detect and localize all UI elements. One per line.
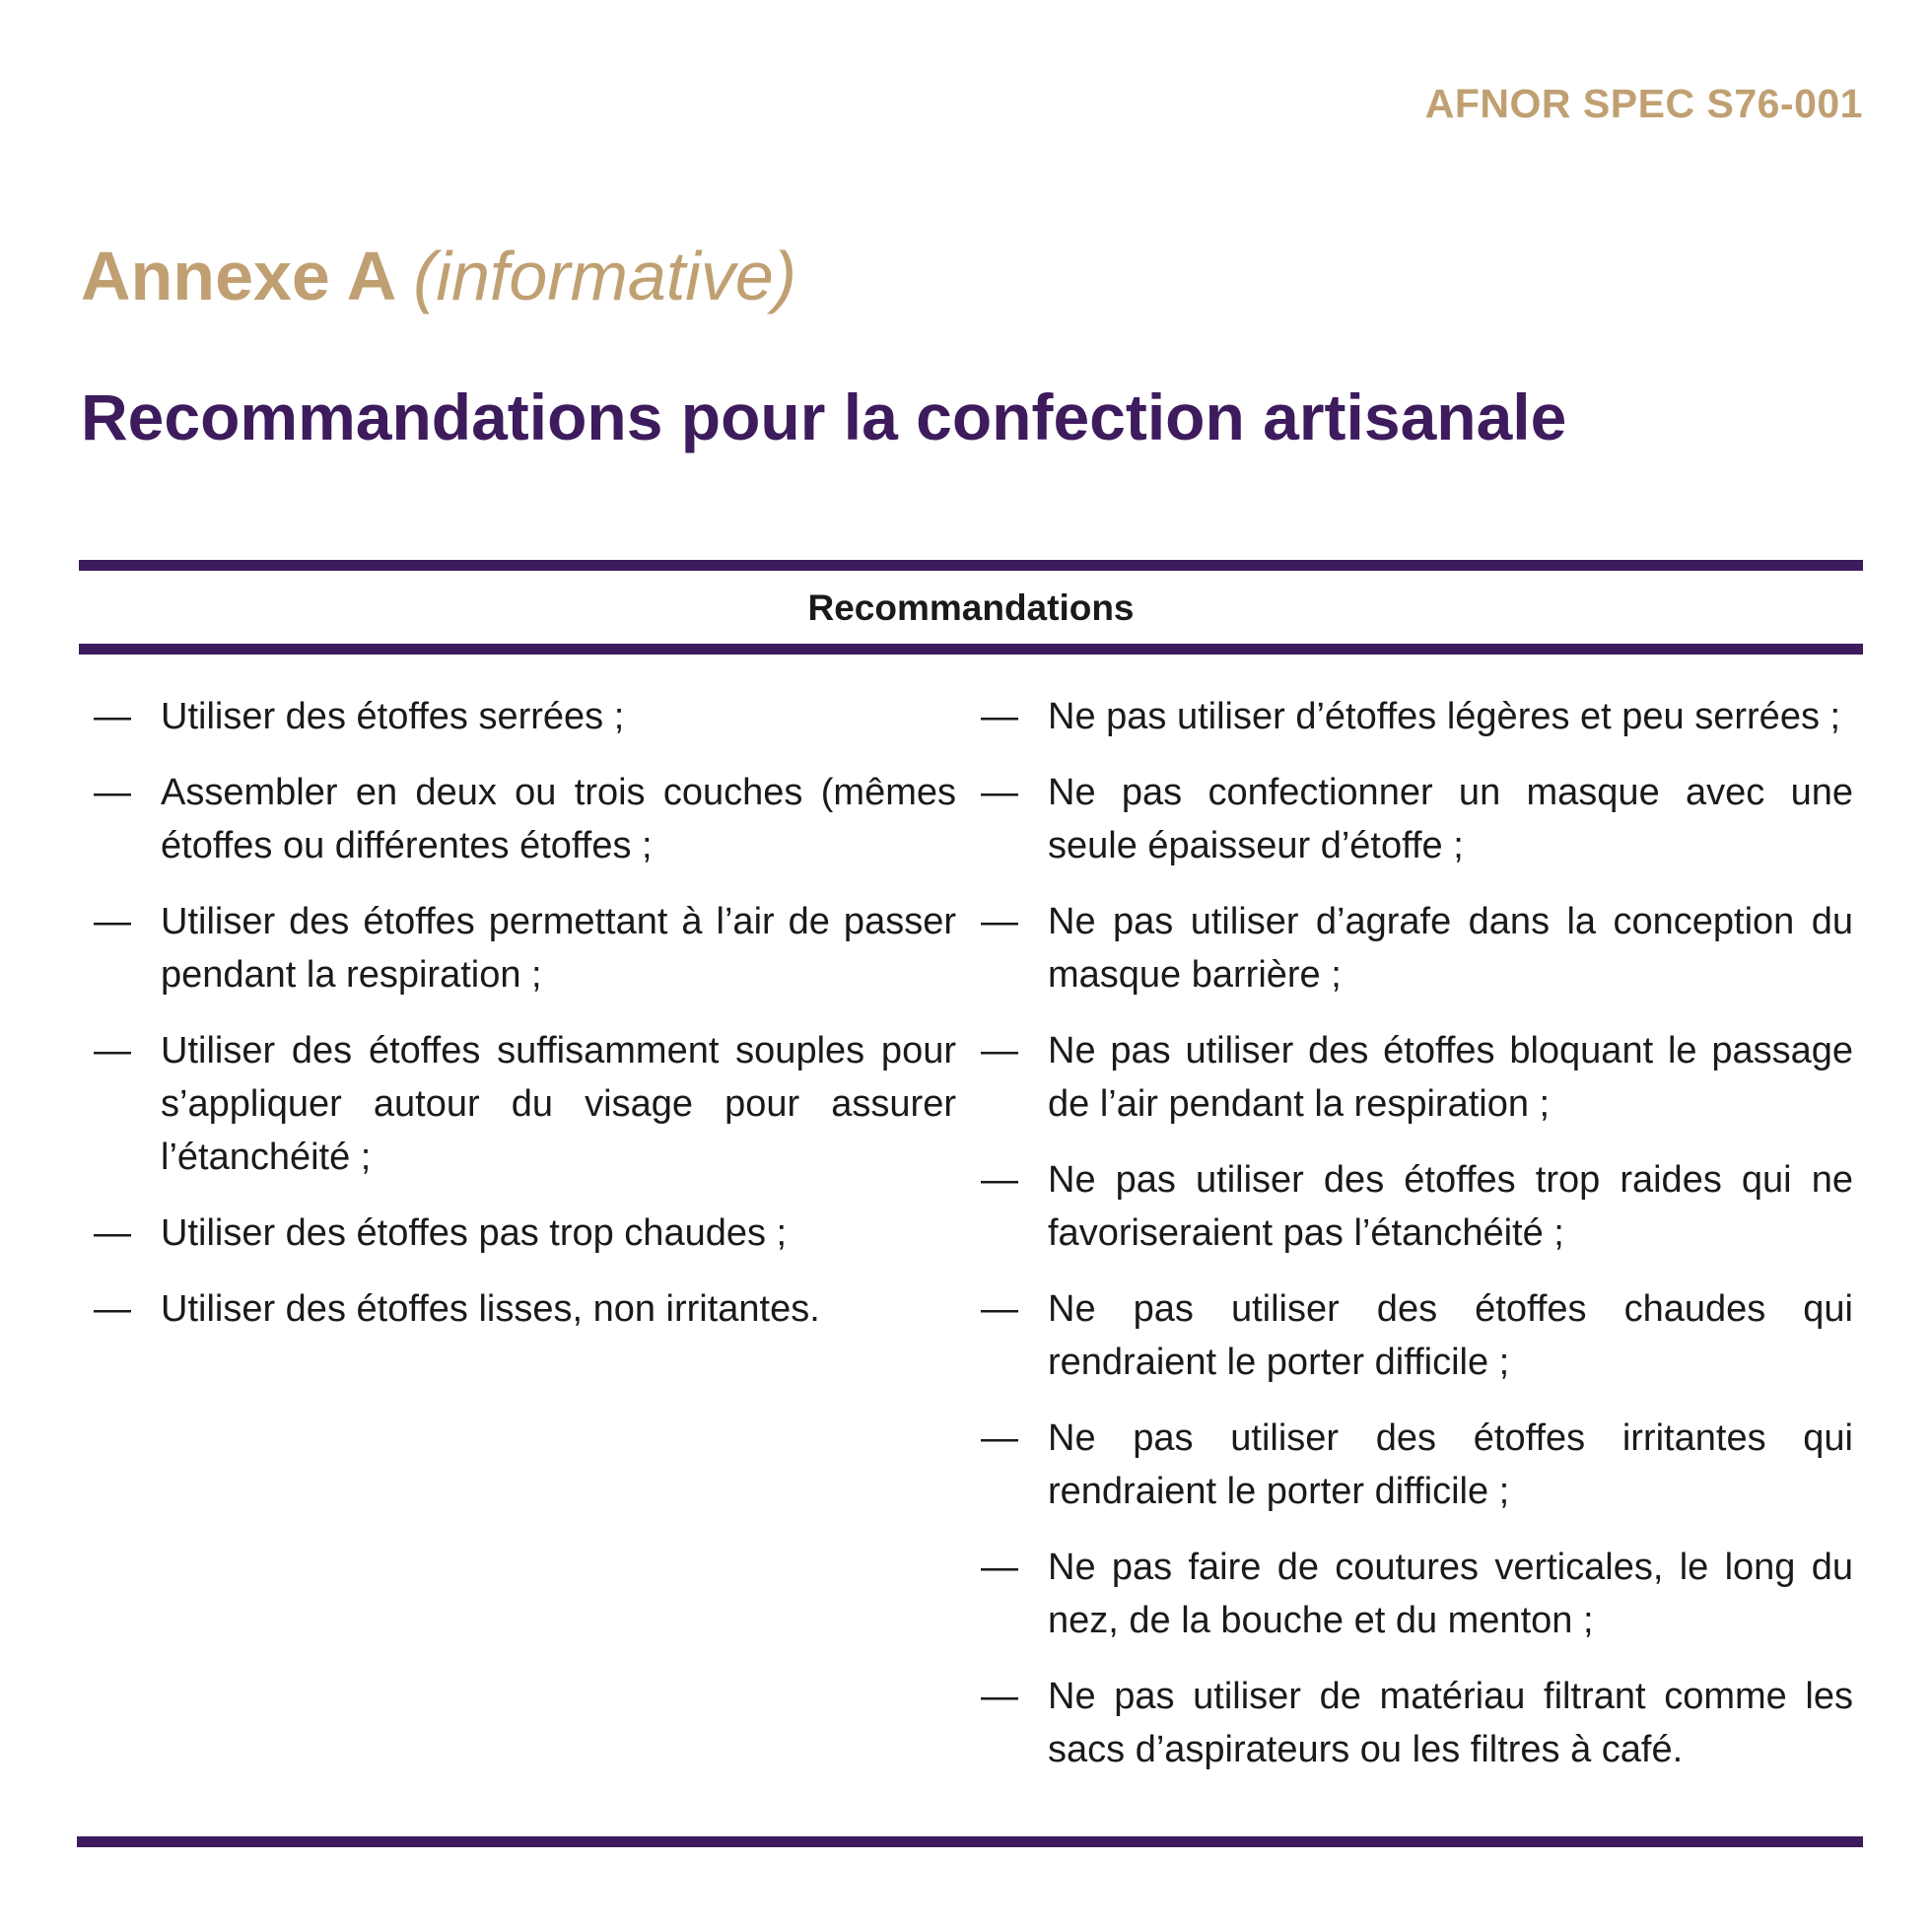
dont-item-text: Ne pas utiliser des étoffes bloquant le passage de l’air pendant la respiration ; xyxy=(1048,1030,1853,1125)
do-item-text: Utiliser des étoffes pas trop chaudes ; xyxy=(161,1212,788,1254)
do-item-text: Assembler en deux ou trois couches (mêmes étoffes ou différentes étoffes ; xyxy=(161,772,956,866)
dont-item-text: Ne pas utiliser d’agrafe dans la conception du masque barrière ; xyxy=(1048,901,1853,996)
em-dash-bullet: — xyxy=(94,901,131,942)
list-item xyxy=(981,1282,1853,1389)
em-dash-bullet: — xyxy=(981,1030,1018,1071)
do-item-text: Utiliser des étoffes permettant à l’air de passer pendant la respiration ; xyxy=(161,901,956,996)
em-dash-bullet: — xyxy=(94,696,131,737)
annex-heading xyxy=(81,237,796,315)
dont-item-text: Ne pas utiliser des étoffes chaudes qui rendraient le porter difficile ; xyxy=(1048,1288,1853,1383)
dont-item-text: Ne pas utiliser des étoffes trop raides qui ne favoriseraient pas l’étanchéité ; xyxy=(1048,1159,1853,1254)
list-item xyxy=(94,895,956,1001)
dont-item-text: Ne pas confectionner un masque avec une seule épaisseur d’étoffe ; xyxy=(1048,772,1853,866)
annex-label: Annexe A xyxy=(81,238,394,314)
table-bottom-rule xyxy=(77,1836,1863,1847)
recommendations-do-list xyxy=(94,690,956,1358)
em-dash-bullet: — xyxy=(94,1030,131,1071)
dont-item-text: Ne pas faire de coutures verticales, le long du nez, de la bouche et du menton ; xyxy=(1048,1547,1853,1641)
list-item xyxy=(981,1024,1853,1131)
do-item-text: Utiliser des étoffes lisses, non irritantes. xyxy=(161,1288,820,1330)
list-item xyxy=(981,766,1853,872)
list-item xyxy=(94,1024,956,1184)
em-dash-bullet: — xyxy=(981,772,1018,813)
em-dash-bullet: — xyxy=(981,696,1018,737)
do-item-text: Utiliser des étoffes serrées ; xyxy=(161,696,625,737)
page-title: Recommandations pour la confection artisanale xyxy=(81,380,1567,453)
em-dash-bullet: — xyxy=(94,1212,131,1254)
recommendations-dont-list xyxy=(981,690,1853,1799)
em-dash-bullet: — xyxy=(981,901,1018,942)
em-dash-bullet: — xyxy=(981,1676,1018,1717)
table-column-header: Recommandations xyxy=(807,587,1135,628)
list-item xyxy=(981,1670,1853,1776)
dont-item-text: Ne pas utiliser de matériau filtrant comme les sacs d’aspirateurs ou les filtres à café. xyxy=(1048,1676,1853,1770)
em-dash-bullet: — xyxy=(981,1547,1018,1588)
list-item xyxy=(94,766,956,872)
em-dash-bullet: — xyxy=(981,1417,1018,1459)
em-dash-bullet: — xyxy=(94,1288,131,1330)
annex-note: (informative) xyxy=(413,238,797,314)
do-item-text: Utiliser des étoffes suffisamment souples pour s’appliquer autour du visage pour assurer l’étanchéité ; xyxy=(161,1030,956,1178)
list-item xyxy=(94,690,956,743)
dont-item-text: Ne pas utiliser des étoffes irritantes qui rendraient le porter difficile ; xyxy=(1048,1417,1853,1512)
list-item xyxy=(981,895,1853,1001)
table-top-rule xyxy=(79,560,1863,571)
dont-item-text: Ne pas utiliser d’étoffes légères et peu serrées ; xyxy=(1048,696,1841,737)
list-item xyxy=(981,1412,1853,1518)
document-reference: AFNOR SPEC S76-001 xyxy=(1424,81,1863,126)
list-item xyxy=(94,1282,956,1336)
list-item xyxy=(981,1153,1853,1260)
list-item xyxy=(981,690,1853,743)
table-header-rule xyxy=(79,644,1863,655)
list-item xyxy=(981,1541,1853,1647)
em-dash-bullet: — xyxy=(981,1288,1018,1330)
em-dash-bullet: — xyxy=(981,1159,1018,1201)
em-dash-bullet: — xyxy=(94,772,131,813)
list-item xyxy=(94,1207,956,1260)
